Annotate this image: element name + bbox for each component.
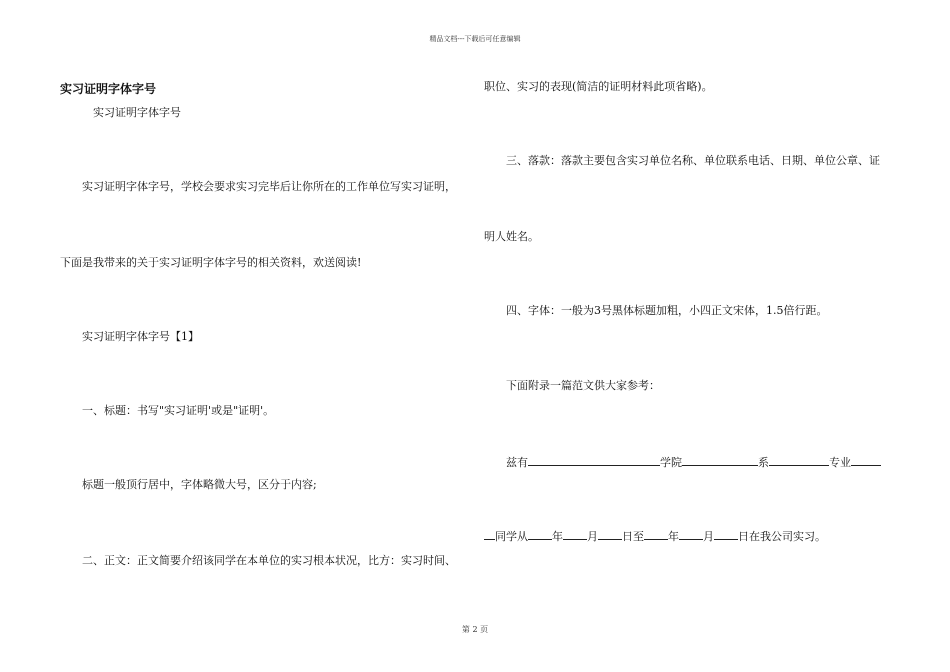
blank-field [484, 529, 495, 540]
form-text: 日在我公司实习。 [738, 530, 826, 543]
item-body-rule-continued: 职位、实习的表现(简洁的证明材料此项省略)。 [484, 80, 713, 93]
form-text: 系 [758, 456, 769, 469]
blank-field [644, 529, 668, 540]
document-title: 实习证明字体字号 [60, 82, 157, 96]
intro-paragraph-line2: 下面是我带来的关于实习证明字体字号的相关资料，欢送阅读! [60, 256, 362, 269]
blank-field [563, 529, 587, 540]
item-title-rule-detail: 标题一般顶行居中，字体略微大号，区分于内容; [82, 478, 317, 491]
subtitle: 实习证明字体字号 [93, 106, 181, 119]
intro-paragraph-line1: 实习证明字体字号，学校会要求实习完毕后让你所在的工作单位写实习证明， [82, 180, 456, 193]
form-text: 日至 [622, 530, 644, 543]
item-signature-rule: 三、落款：落款主要包含实习单位名称、单位联系电话、日期、单位公章、证 [506, 154, 880, 167]
blank-field [598, 529, 622, 540]
item-signature-rule-continued: 明人姓名。 [484, 230, 539, 243]
blank-field [679, 529, 703, 540]
blank-field [528, 529, 552, 540]
blank-field [682, 455, 758, 466]
form-text: 年 [552, 530, 563, 543]
form-text: 兹有 [506, 456, 528, 469]
appendix-intro: 下面附录一篇范文供大家参考： [506, 379, 660, 392]
certificate-form-line1 [506, 455, 881, 470]
blank-field [769, 455, 829, 466]
item-font-rule: 四、字体：一般为3号黑体标题加粗，小四正文宋体，1.5倍行距。 [506, 304, 828, 317]
certificate-form-line2 [484, 529, 826, 544]
form-text: 同学从 [495, 530, 528, 543]
form-text: 月 [587, 530, 598, 543]
page-number: 第 2 页 [461, 625, 489, 634]
form-text: 学院 [660, 456, 682, 469]
blank-field [714, 529, 738, 540]
blank-field [528, 455, 660, 466]
blank-field [851, 455, 881, 466]
form-text: 年 [668, 530, 679, 543]
item-title-rule: 一、标题：书写"实习证明'或是"证明'。 [82, 404, 275, 417]
page-header: 精品文档---下载后可任意编辑 [429, 35, 521, 43]
form-text: 专业 [829, 456, 851, 469]
form-text: 月 [703, 530, 714, 543]
section-heading: 实习证明字体字号【1】 [82, 330, 199, 343]
item-body-rule: 二、正文：正文简要介绍该同学在本单位的实习根本状况，比方：实习时间、 [82, 554, 456, 567]
